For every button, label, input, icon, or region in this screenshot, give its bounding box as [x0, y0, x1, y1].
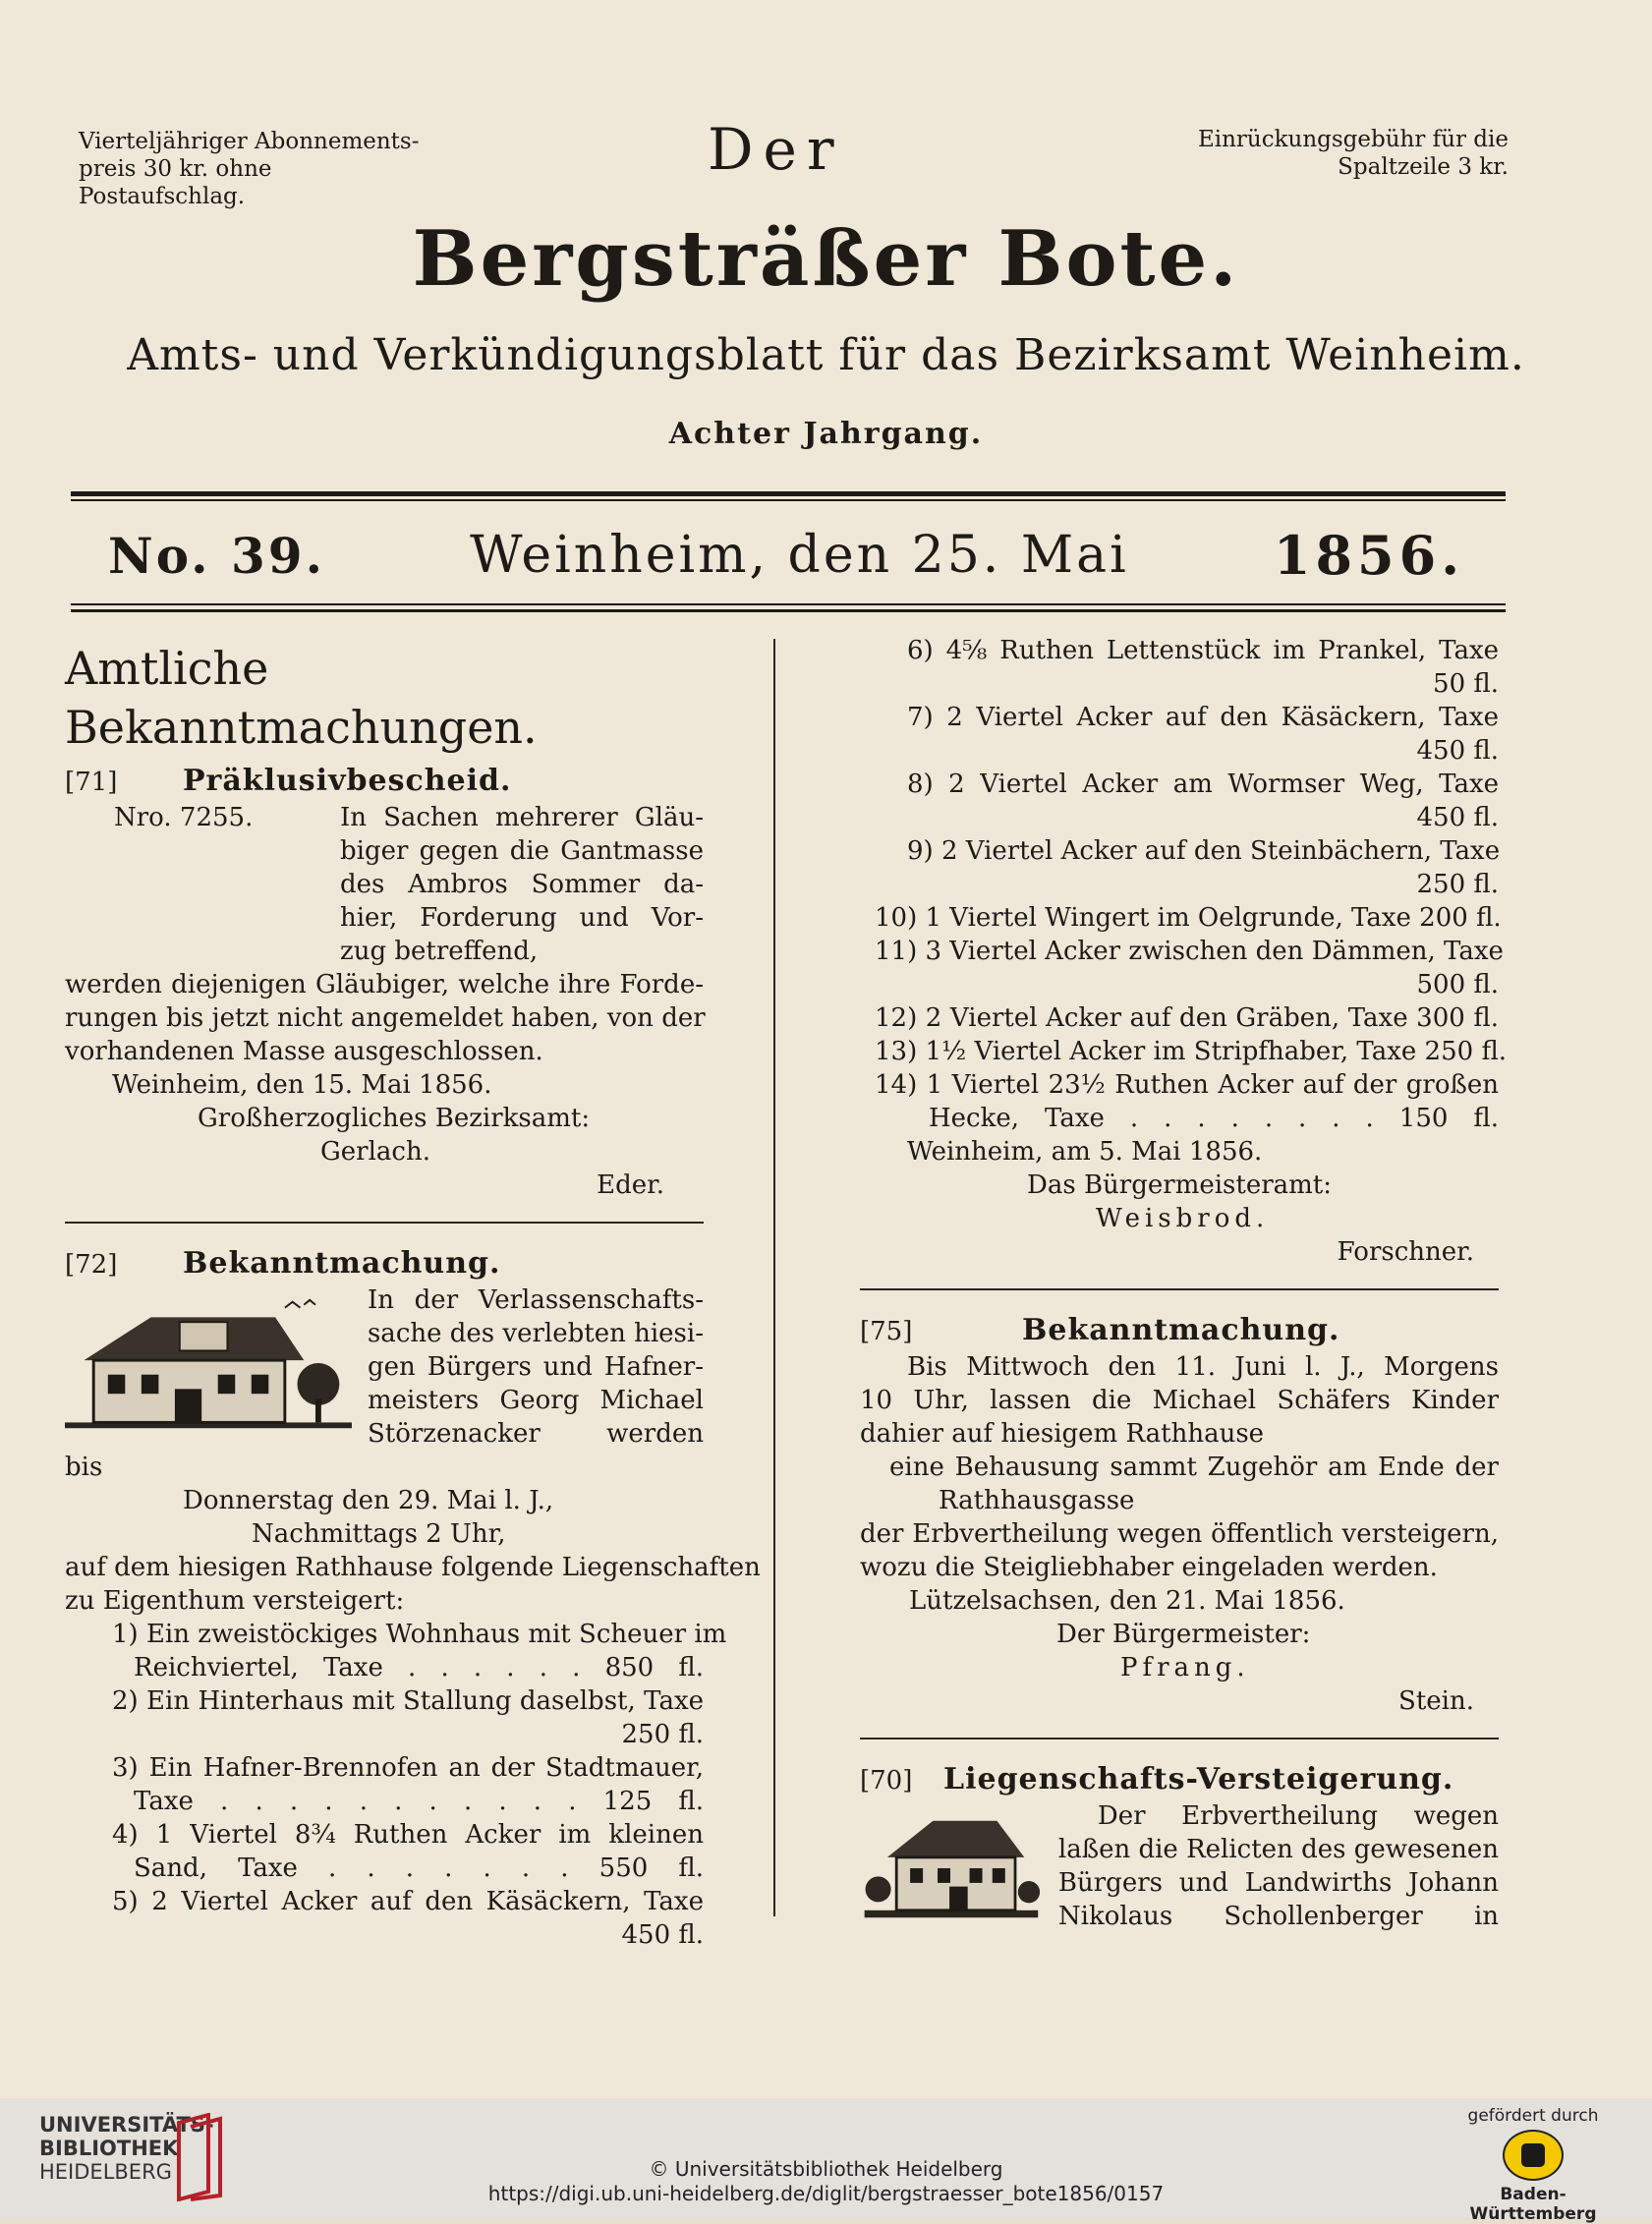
copyright-credit	[0, 2157, 1652, 2206]
notice-separator	[860, 1738, 1499, 1739]
notice-number: [71]	[65, 768, 118, 797]
library-logo-text: UNIVERSITÄTS- BIBLIOTHEK HEIDELBERG	[39, 2113, 214, 2184]
property-item: 5) 2 Viertel Acker auf den Käsäckern, Taxe	[112, 1887, 704, 1916]
issue-line	[108, 521, 1464, 590]
issuing-office: Großherzogliches Bezirksamt:	[198, 1104, 591, 1133]
notice-number: [72]	[65, 1250, 118, 1280]
property-item: 9) 2 Viertel Acker auf den Steinbächern, Taxe	[907, 836, 1501, 866]
signature: Weisbrod.	[1096, 1204, 1270, 1233]
property-list-right: 6) 4⅝ Ruthen Lettenstück im Prankel, Taxe 50 fl. 7) 2 Viertel Acker auf den Käsäckern, Taxe 450 fl. 8) 2 Viertel Acker am Wormser Weg, Taxe 450 fl. 9) 2 Viertel Acker auf den Steinbächern, Taxe 250 fl. 10) 1 Viertel Wingert im Oelgrunde, Taxe 200 fl. 11) 3 Viertel Acker zwischen den Dämmen, Taxe 500 fl. 12) 2 Viertel Acker auf den Gräben, Taxe 300 fl. 13) 1½ Viertel Acker im Stripfhaber, Taxe 250 fl. 14) 1 Viertel 23½ Ruthen Acker auf der großen Hecke, Taxe . . . . . . . . 150 fl.	[860, 634, 1499, 1135]
notice-71: [71] Präklusivbescheid. Nro. 7255. In Sachen mehrerer Gläu- biger gegen die Gantmasse des Ambros Sommer da- hier, Forderung und Vor- zug betreffend, werden diejenigen Gläubiger, welche ihre Forde- rungen bis jetzt nicht angemeldet haben, von der vorhandenen Masse ausgeschlossen. Weinheim, den 15. Mai 1856. Großherzogliches Bezirksamt: Gerlach. Eder.	[65, 764, 706, 1200]
volume-label: Achter Jahrgang.	[668, 417, 984, 451]
notice-date: Weinheim, den 15. Mai 1856.	[112, 1070, 492, 1100]
section-title: Amtliche Bekanntmachungen.	[65, 642, 538, 754]
masthead-rule-top-thin	[71, 499, 1506, 501]
notice-heading: Bekanntmachung.	[183, 1246, 501, 1281]
notice-70: [70] Liegenschafts-Versteigerung. Der Erbvertheilung wegen laßen die Relicten des gewesenen Bürgers und Landwirths Johann Nikolaus Schollenberger in	[860, 1762, 1499, 1931]
issue-year: 1856.	[1273, 524, 1464, 587]
masthead-rule-top	[71, 491, 1506, 496]
property-item: 6) 4⅝ Ruthen Lettenstück im Prankel, Taxe	[907, 636, 1499, 665]
subscription-notice: Vierteljähriger Abonnements- preis 30 kr. ohne Postaufschlag.	[79, 129, 420, 209]
notice-separator	[65, 1222, 704, 1224]
notice-heading: Präklusivbescheid.	[183, 764, 512, 798]
auction-time: Nachmittags 2 Uhr,	[252, 1519, 506, 1549]
property-list-left: 1) Ein zweistöckiges Wohnhaus mit Scheuer im Reichviertel, Taxe . . . . . . 850 fl. 2) Ein Hinterhaus mit Stallung daselbst, Taxe 250 fl. 3) Ein Hafner-Brennofen an der Stadtmauer, Taxe . . . . . . . . . . . 125 fl. 4) 1 Viertel 8¾ Ruthen Acker im kleinen Sand, Taxe . . . . . . . 550 fl. 5) 2 Viertel Acker auf den Käsäckern, Taxe 450 fl.	[65, 1618, 704, 1952]
property-item: 11) 3 Viertel Acker zwischen den Dämmen, Taxe	[875, 937, 1504, 966]
column-divider	[773, 639, 775, 1916]
signature-clerk: Eder.	[597, 1170, 664, 1200]
property-item: 12) 2 Viertel Acker auf den Gräben, Taxe 300 fl.	[875, 1003, 1499, 1033]
notice-75: [75] Bekanntmachung. Bis Mittwoch den 11. Juni l. J., Morgens 10 Uhr, lassen die Michael Schäfers Kinder dahier auf hiesigem Rathhause eine Behausung sammt Zugehör am Ende der Rathhausgasse der Erbvertheilung wegen öffentlich versteigern, wozu die Steigliebhaber eingeladen werden. Lützelsachsen, den 21. Mai 1856. Der Bürgermeister: Pfrang. Stein.	[860, 1313, 1499, 1716]
property-item: 8) 2 Viertel Acker am Wormser Weg, Taxe	[907, 770, 1499, 799]
masthead-title: Bergsträßer Bote.	[412, 214, 1240, 304]
property-item: 7) 2 Viertel Acker auf den Käsäckern, Taxe	[907, 703, 1499, 732]
notice-date: Weinheim, am 5. Mai 1856.	[907, 1137, 1263, 1167]
notice-72: [72] Bekanntmachung. In der Verlassenschafts- sache des verlebten hiesi- gen Bürgers und Hafner- meisters Georg Michael Störzenacker werden bis Donnerstag den 29. Mai l. J., Nachmittags 2 Uhr, auf dem hiesigen Rathhause folgende Liegenschaften zu Eigenthum versteigert: 1) Ein zweistöckiges Wohnhaus mit Scheuer im Reichviertel, Taxe . . . . . . 850 fl. 2) Ein Hinterhaus mit Stallung daselbst, Taxe 250 fl. 3) Ein Hafner-Brennofen an der Stadtmauer, Taxe . . . . . . . . . . . 125 fl. 4) 1 Viertel 8¾ Ruthen Acker im kleinen Sand, Taxe . . . . . . . 550 fl. 5) 2 Viertel Acker auf den Käsäckern, Taxe 450 fl.	[65, 1246, 761, 1950]
signature-clerk: Forschner.	[1337, 1237, 1474, 1267]
left-column	[65, 639, 761, 1952]
notice-number: [75]	[860, 1317, 913, 1346]
property-item: 3) Ein Hafner-Brennofen an der Stadtmauer,	[112, 1753, 704, 1783]
source-url[interactable]: https://digi.ub.uni-heidelberg.de/diglit/bergstraesser_bote1856/0157	[487, 2182, 1165, 2205]
copyright-line: © Universitätsbibliothek Heidelberg	[649, 2157, 1003, 2181]
masthead-der: Der	[708, 116, 844, 183]
property-item: 10) 1 Viertel Wingert im Oelgrunde, Taxe 200 fl.	[875, 903, 1502, 933]
issue-rule	[71, 603, 1506, 605]
notice-heading: Liegenschafts-Versteigerung.	[943, 1762, 1454, 1796]
right-column	[860, 634, 1508, 1934]
notice-number: [70]	[860, 1766, 913, 1796]
issue-rule-double	[71, 609, 1506, 612]
signature: Pfrang.	[1120, 1653, 1250, 1682]
signature: Gerlach.	[320, 1137, 430, 1167]
notice-separator	[860, 1288, 1499, 1290]
farmhouse-woodcut-illustration	[860, 1807, 1043, 1930]
masthead-subtitle: Amts- und Verkündigungsblatt für das Bezirksamt Weinheim.	[127, 330, 1525, 380]
issuing-office: Der Bürgermeister:	[1056, 1620, 1311, 1649]
insertion-fee-notice: Einrückungsgebühr für die Spaltzeile 3 kr.	[1197, 127, 1509, 180]
issue-place-date: Weinheim, den 25. Mai	[470, 526, 1129, 585]
house-woodcut-illustration	[65, 1291, 352, 1439]
property-item: 4) 1 Viertel 8¾ Ruthen Acker im kleinen	[112, 1820, 704, 1850]
property-item: 1) Ein zweistöckiges Wohnhaus mit Scheuer im	[112, 1620, 727, 1649]
property-item: 14) 1 Viertel 23½ Ruthen Acker auf der großen	[875, 1070, 1499, 1100]
property-item: 13) 1½ Viertel Acker im Stripfhaber, Taxe 250 fl.	[875, 1037, 1508, 1066]
funding-notice: gefördert durch Baden-Württemberg	[1467, 2106, 1599, 2224]
issue-number: No. 39.	[108, 526, 325, 585]
notice-date: Lützelsachsen, den 21. Mai 1856.	[909, 1586, 1345, 1616]
signature-clerk: Stein.	[1398, 1686, 1474, 1716]
reference-number: Nro. 7255.	[114, 803, 254, 832]
notice-heading: Bekanntmachung.	[1022, 1313, 1340, 1347]
auction-date: Donnerstag den 29. Mai l. J.,	[183, 1486, 554, 1515]
state-coat-of-arms-icon	[1503, 2130, 1564, 2181]
property-item: 2) Ein Hinterhaus mit Stallung daselbst, Taxe	[112, 1686, 704, 1716]
issuing-office: Das Bürgermeisteramt:	[1027, 1170, 1333, 1200]
